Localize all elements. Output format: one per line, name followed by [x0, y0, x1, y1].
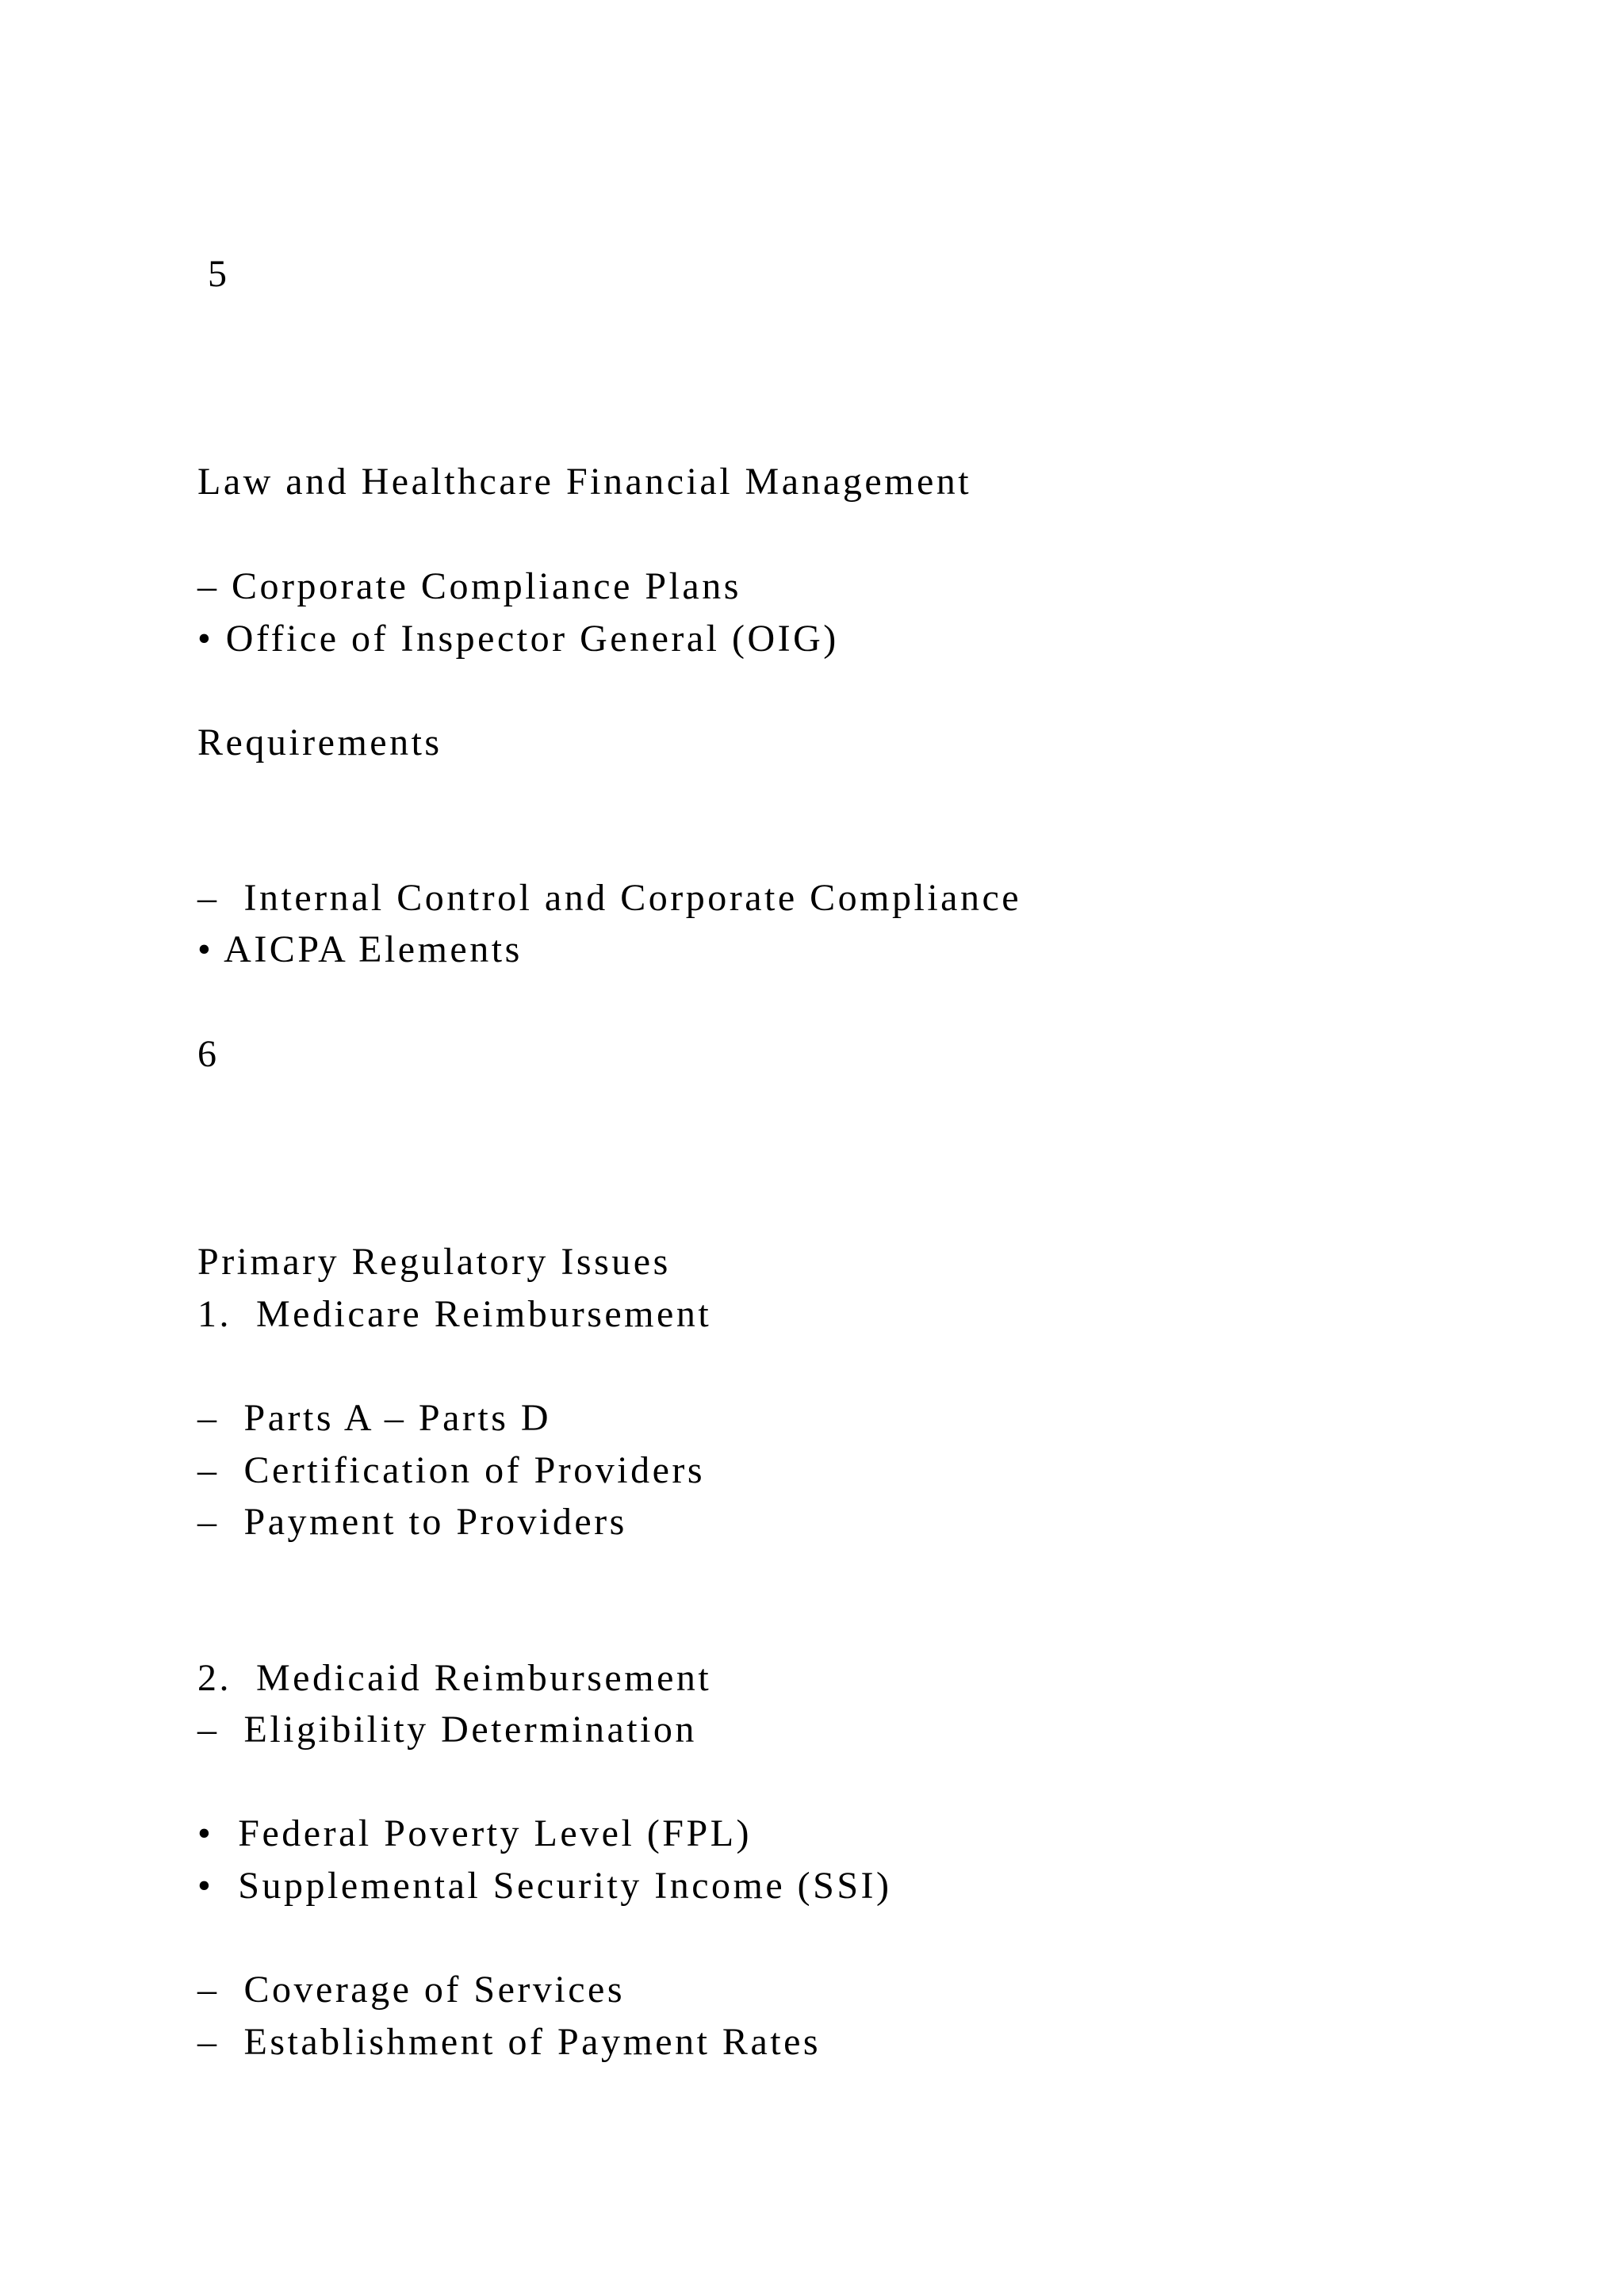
text-line: – Establishment of Payment Rates	[197, 2021, 822, 2063]
text-line: • Office of Inspector General (OIG)	[197, 618, 839, 660]
text-line: • Federal Poverty Level (FPL)	[197, 1812, 752, 1854]
text-line: – Internal Control and Corporate Compliance	[197, 877, 1022, 919]
page-number: 6	[197, 1033, 220, 1075]
text-line: – Coverage of Services	[197, 1969, 626, 2011]
text-line: 2. Medicaid Reimbursement	[197, 1657, 712, 1699]
text-line: – Certification of Providers	[197, 1449, 706, 1491]
text-line: – Payment to Providers	[197, 1501, 627, 1543]
text-line: • AICPA Elements	[197, 928, 523, 970]
text-line: – Parts A – Parts D	[197, 1397, 552, 1439]
section-heading: Law and Healthcare Financial Management	[197, 461, 972, 503]
text-line: – Corporate Compliance Plans	[197, 565, 741, 607]
text-line: Requirements	[197, 721, 442, 763]
text-line: 1. Medicare Reimbursement	[197, 1293, 712, 1335]
page-number: 5	[208, 253, 230, 295]
text-line: • Supplemental Security Income (SSI)	[197, 1865, 892, 1907]
text-line: – Eligibility Determination	[197, 1709, 697, 1751]
section-heading: Primary Regulatory Issues	[197, 1241, 671, 1283]
